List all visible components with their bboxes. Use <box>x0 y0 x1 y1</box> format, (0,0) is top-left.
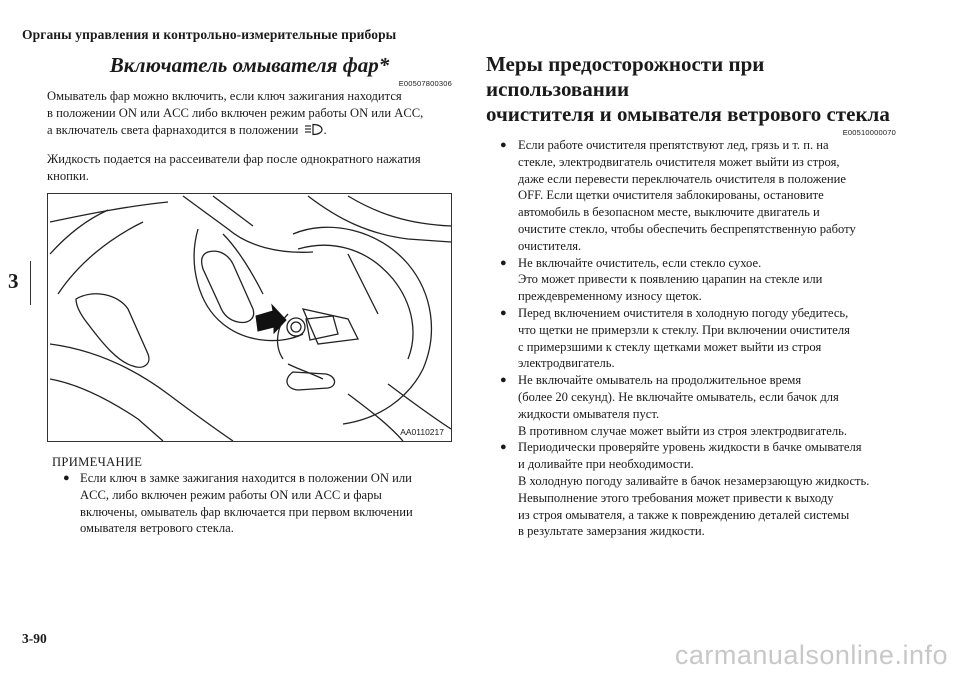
section-title-wiper-precautions <box>486 52 896 127</box>
chapter-tab-line <box>30 261 31 305</box>
text-line: стекле, электродвигатель очистителя может выйти из строя, <box>518 154 840 169</box>
note-bullet <box>47 470 452 537</box>
text-line: электродвигатель. <box>518 356 615 371</box>
note-block <box>47 454 452 537</box>
text-line: Периодически проверяйте уровень жидкости в бачке омывателя <box>518 440 862 455</box>
title-line: очистителя и омывателя ветрового стекла <box>486 102 890 126</box>
dashboard-drawing <box>48 194 452 442</box>
text-line: (более 20 секунд). Не включайте омыватель, если бачок для <box>518 389 839 404</box>
running-header: Органы управления и контрольно-измерительные приборы <box>22 27 397 42</box>
text-line: в результате замерзания жидкости. <box>518 524 705 539</box>
precaution-item <box>486 372 896 439</box>
text-line: Омыватель фар можно включить, если ключ зажигания находится <box>47 89 402 103</box>
text-line: Жидкость подается на рассеиватели фар после однократного нажатия <box>47 152 421 167</box>
text-line: Это может привести к появлению царапин на стекле или <box>518 272 823 287</box>
precaution-item <box>486 305 896 372</box>
note-title: ПРИМЕЧАНИЕ <box>52 455 143 469</box>
text-line: кнопки. <box>47 169 89 184</box>
bullet-icon: ● <box>500 374 507 387</box>
watermark[interactable]: carmanualsonline.info <box>674 640 948 670</box>
section-code: E00510000070 <box>842 128 896 137</box>
text-line: очистите стекло, чтобы обеспечить беспрепятственную работу <box>518 221 856 236</box>
precaution-item <box>486 255 896 305</box>
dashboard-illustration <box>47 193 452 442</box>
text-line: что щетки не примерзли к стеклу. При включении очистителя <box>518 322 850 337</box>
text-line: Невыполнение этого требования может привести к выходу <box>518 490 834 505</box>
text-line: ACC, либо включен режим работы ON или ACC и фары <box>80 487 382 502</box>
text-line: в положении ON или ACC либо включен режим работы ON или ACC, <box>47 105 424 120</box>
text-line: Перед включением очистителя в холодную погоду убедитесь, <box>518 305 849 320</box>
text-line: жидкости омывателя пуст. <box>518 406 660 421</box>
text-line: Если ключ в замке зажигания находится в положении ON или <box>80 471 412 485</box>
text-line: омывателя ветрового стекла. <box>80 521 234 536</box>
figure-code: AA0110217 <box>400 427 444 437</box>
right-column <box>486 52 896 540</box>
text-line: автомобиль в безопасном месте, выключите двигатель и <box>518 205 820 220</box>
chapter-number: 3 <box>8 269 19 293</box>
section-code: E00507800306 <box>398 79 452 88</box>
chapter-tab <box>0 261 30 305</box>
text-line: Не включайте омыватель на продолжительное время <box>518 373 802 388</box>
intro-paragraph <box>47 88 452 138</box>
text-line: OFF. Если щетки очистителя заблокированы, остановите <box>518 188 824 203</box>
bullet-icon: ● <box>500 256 507 269</box>
text-line: Если работе очистителя препятствуют лед, грязь и т. п. на <box>518 138 829 152</box>
text-line: В противном случае может выйти из строя электродвигатель. <box>518 423 848 438</box>
text-line: Не включайте очиститель, если стекло сухое. <box>518 255 762 270</box>
text-line: из строя омывателя, а также к повреждению деталей системы <box>518 507 850 522</box>
text-line: а включатель света фарнаходится в положении . <box>47 122 327 137</box>
section-title-headlamp-washer: Включатель омывателя фар* <box>109 53 390 77</box>
bullet-icon: ● <box>500 306 507 319</box>
bullet-icon: ● <box>63 472 70 484</box>
title-line: Меры предосторожности при использовании <box>486 52 765 101</box>
precaution-item <box>486 137 896 255</box>
left-column <box>47 52 452 185</box>
headlight-symbol-icon <box>304 123 324 136</box>
precaution-item <box>486 439 896 540</box>
bullet-icon: ● <box>500 139 507 151</box>
text-line: даже если перевести переключатель очистителя в положение <box>518 171 846 186</box>
bullet-icon: ● <box>500 441 507 454</box>
page-number: 3-90 <box>22 631 47 646</box>
text-line: с примерзшими к стеклу щетками может выйти из строя <box>518 339 822 354</box>
text-line-content: а включатель света фарнаходится в положении <box>47 122 299 137</box>
text-line: очистителя. <box>518 238 582 253</box>
text-line: и доливайте при необходимости. <box>518 457 694 472</box>
text-line: В холодную погоду заливайте в бачок незамерзающую жидкость. <box>518 473 870 488</box>
fluid-paragraph <box>47 151 452 185</box>
text-line: включены, омыватель фар включается при первом включении <box>80 504 413 519</box>
text-line: преждевременному износу щеток. <box>518 289 702 304</box>
